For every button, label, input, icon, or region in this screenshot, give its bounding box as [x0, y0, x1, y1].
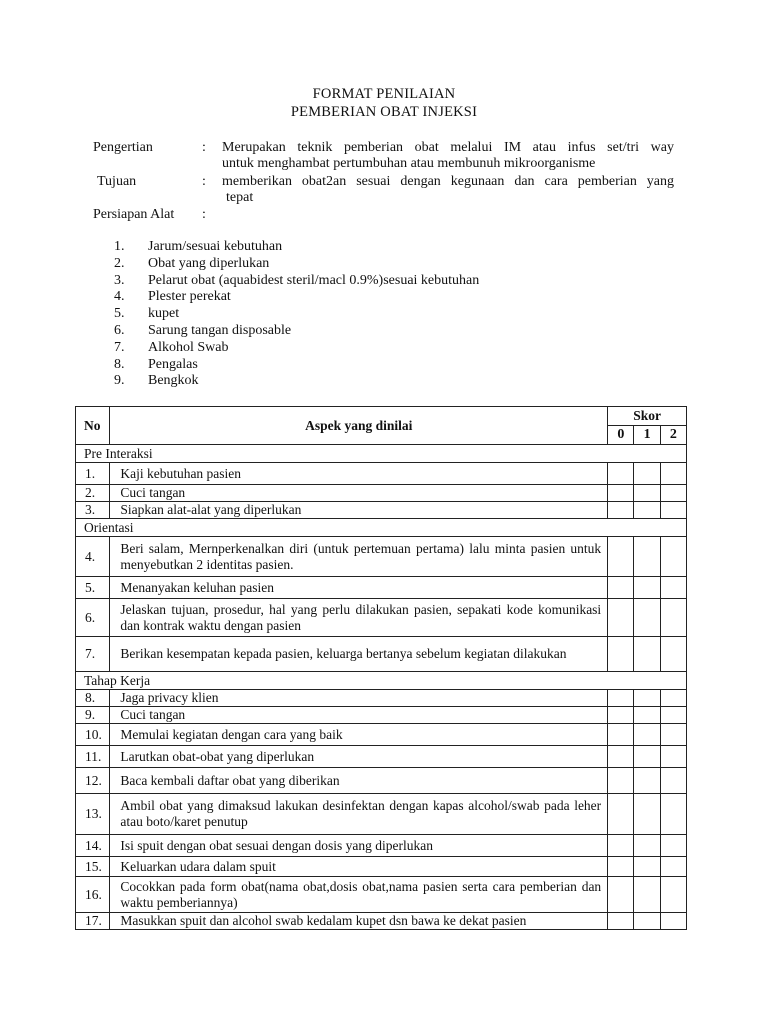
row-number: 17. [76, 913, 110, 930]
score-cell-0[interactable] [608, 637, 634, 672]
tools-item-text: Alkohol Swab [148, 339, 229, 355]
table-row [76, 857, 687, 877]
row-aspect: Menanyakan keluhan pasien [110, 577, 608, 599]
score-cell-0[interactable] [608, 707, 634, 724]
section-orientasi: Orientasi [76, 519, 687, 537]
row-aspect: Cuci tangan [110, 707, 608, 724]
score-cell-0[interactable] [608, 913, 634, 930]
pengertian-colon: : [202, 140, 206, 155]
score-cell-0[interactable] [608, 537, 634, 577]
table-row [76, 768, 687, 794]
score-cell-2[interactable] [660, 463, 686, 485]
row-aspect: Siapkan alat-alat yang diperlukan [110, 502, 608, 519]
table-row [76, 485, 687, 502]
header-no: No [76, 407, 110, 445]
row-aspect: Memulai kegiatan dengan cara yang baik [110, 724, 608, 746]
tools-item-text: Jarum/sesuai kebutuhan [148, 239, 283, 254]
score-cell-2[interactable] [660, 768, 686, 794]
tools-list-item [114, 289, 479, 306]
score-cell-2[interactable] [660, 835, 686, 857]
score-cell-0[interactable] [608, 599, 634, 637]
tools-list-item [114, 357, 479, 374]
tools-list-item [114, 373, 479, 390]
section-tahap-kerja: Tahap Kerja [76, 672, 687, 690]
section-pre-interaksi: Pre Interaksi [76, 445, 687, 463]
document-title-line2: PEMBERIAN OBAT INJEKSI [290, 104, 478, 120]
row-aspect: Ambil obat yang dimaksud lakukan desinfektan dengan kapas alcohol/swab pada leher atau boto/karet penutup [110, 794, 608, 835]
row-aspect: Keluarkan udara dalam spuit [110, 857, 608, 877]
tools-item-number: 6. [114, 322, 125, 338]
score-cell-0[interactable] [608, 768, 634, 794]
tools-item-text: Pengalas [148, 356, 198, 372]
row-number: 10. [76, 724, 110, 746]
tools-item-number: 3. [114, 272, 125, 288]
score-cell-2[interactable] [660, 724, 686, 746]
row-number: 15. [76, 857, 110, 877]
row-number: 11. [76, 746, 110, 768]
score-cell-2[interactable] [660, 877, 686, 913]
table-row [76, 599, 687, 637]
score-cell-1[interactable] [634, 724, 660, 746]
pengertian-text-line2: untuk menghambat pertumbuhan atau membunuh mikroorganisme [222, 156, 596, 171]
row-aspect: Larutkan obat-obat yang diperlukan [110, 746, 608, 768]
score-cell-0[interactable] [608, 746, 634, 768]
row-aspect: Masukkan spuit dan alcohol swab kedalam kupet dsn bawa ke dekat pasien [110, 913, 608, 930]
row-number: 5. [76, 577, 110, 599]
score-cell-2[interactable] [660, 857, 686, 877]
header-score-1: 1 [634, 426, 660, 445]
table-row [76, 877, 687, 913]
tujuan-text-line2: tepat [226, 190, 254, 205]
score-cell-0[interactable] [608, 835, 634, 857]
pengertian-text-line1: Merupakan teknik pemberian obat melalui IM atau infus set/tri way [222, 140, 674, 155]
tools-list-item [114, 273, 479, 290]
table-row [76, 707, 687, 724]
row-aspect: Jaga privacy klien [110, 690, 608, 707]
score-cell-1[interactable] [634, 690, 660, 707]
table-row [76, 537, 687, 577]
row-aspect: Isi spuit dengan obat sesuai dengan dosis yang diperlukan [110, 835, 608, 857]
score-cell-1[interactable] [634, 857, 660, 877]
score-cell-1[interactable] [634, 577, 660, 599]
tujuan-text-line1: memberikan obat2an sesuai dengan kegunaan dan cara pemberian yang [222, 174, 674, 189]
row-aspect: Beri salam, Mernperkenalkan diri (untuk pertemuan pertama) lalu minta pasien untuk menyebutkan 2 identitas pasien. [110, 537, 608, 577]
score-cell-2[interactable] [660, 599, 686, 637]
header-score-2: 2 [660, 426, 686, 445]
score-cell-0[interactable] [608, 463, 634, 485]
row-number: 13. [76, 794, 110, 835]
tools-list-item [114, 306, 479, 323]
persiapan-alat-label: Persiapan Alat [93, 207, 175, 222]
tools-item-text: Plester perekat [148, 289, 231, 305]
score-cell-2[interactable] [660, 502, 686, 519]
header-skor: Skor [608, 407, 687, 426]
tujuan-colon: : [202, 174, 206, 189]
tools-item-text: Pelarut obat (aquabidest steril/macl 0.9%)sesuai kebutuhan [148, 272, 480, 288]
tools-item-text: Bengkok [148, 373, 199, 389]
row-number: 3. [76, 502, 110, 519]
tools-list-item [114, 323, 479, 340]
row-aspect: Cuci tangan [110, 485, 608, 502]
score-cell-1[interactable] [634, 877, 660, 913]
row-number: 16. [76, 877, 110, 913]
row-number: 7. [76, 637, 110, 672]
header-score-0: 0 [608, 426, 634, 445]
document-title-line1: FORMAT PENILAIAN [312, 86, 456, 102]
table-row [76, 502, 687, 519]
score-cell-0[interactable] [608, 502, 634, 519]
tools-item-number: 2. [114, 255, 125, 271]
score-cell-2[interactable] [660, 637, 686, 672]
score-cell-2[interactable] [660, 485, 686, 502]
tujuan-label: Tujuan [97, 174, 137, 189]
table-row [76, 913, 687, 930]
score-cell-0[interactable] [608, 877, 634, 913]
score-cell-2[interactable] [660, 690, 686, 707]
score-cell-1[interactable] [634, 599, 660, 637]
score-cell-0[interactable] [608, 794, 634, 835]
table-row [76, 835, 687, 857]
tools-list-item [114, 239, 479, 256]
table-row [76, 724, 687, 746]
tools-list [114, 239, 479, 390]
score-cell-1[interactable] [634, 835, 660, 857]
score-cell-2[interactable] [660, 577, 686, 599]
score-cell-0[interactable] [608, 724, 634, 746]
row-number: 6. [76, 599, 110, 637]
assessment-table [75, 406, 687, 930]
score-cell-0[interactable] [608, 690, 634, 707]
score-cell-1[interactable] [634, 794, 660, 835]
tools-list-item [114, 340, 479, 357]
row-number: 4. [76, 537, 110, 577]
pengertian-label: Pengertian [93, 140, 153, 155]
score-cell-1[interactable] [634, 502, 660, 519]
table-row [76, 690, 687, 707]
row-aspect: Jelaskan tujuan, prosedur, hal yang perlu dilakukan pasien, sepakati kode komunikasi dan kontrak waktu dengan pasien [110, 599, 608, 637]
score-cell-1[interactable] [634, 707, 660, 724]
row-aspect: Kaji kebutuhan pasien [110, 463, 608, 485]
score-cell-2[interactable] [660, 537, 686, 577]
score-cell-0[interactable] [608, 857, 634, 877]
tools-item-text: Sarung tangan disposable [148, 322, 292, 338]
score-cell-0[interactable] [608, 485, 634, 502]
tools-item-text: kupet [148, 306, 180, 322]
tools-item-text: Obat yang diperlukan [148, 255, 270, 271]
score-cell-1[interactable] [634, 637, 660, 672]
tools-item-number: 4. [114, 289, 125, 305]
score-cell-1[interactable] [634, 485, 660, 502]
table-row [76, 746, 687, 768]
row-aspect: Baca kembali daftar obat yang diberikan [110, 768, 608, 794]
row-number: 8. [76, 690, 110, 707]
score-cell-1[interactable] [634, 463, 660, 485]
header-aspek: Aspek yang dinilai [110, 407, 608, 445]
tools-item-number: 5. [114, 306, 125, 322]
definition-persiapan-alat [0, 206, 768, 226]
row-number: 2. [76, 485, 110, 502]
score-cell-2[interactable] [660, 913, 686, 930]
table-row [76, 794, 687, 835]
score-cell-1[interactable] [634, 746, 660, 768]
score-cell-1[interactable] [634, 537, 660, 577]
row-aspect: Berikan kesempatan kepada pasien, keluarga bertanya sebelum kegiatan dilakukan [110, 637, 608, 672]
tools-item-number: 7. [114, 339, 125, 355]
row-number: 1. [76, 463, 110, 485]
score-cell-1[interactable] [634, 768, 660, 794]
row-aspect: Cocokkan pada form obat(nama obat,dosis obat,nama pasien serta cara pemberian dan waktu pemberiannya) [110, 877, 608, 913]
row-number: 14. [76, 835, 110, 857]
score-cell-1[interactable] [634, 913, 660, 930]
table-row [76, 577, 687, 599]
tools-item-number: 1. [114, 239, 125, 254]
tools-item-number: 9. [114, 373, 125, 389]
table-row [76, 463, 687, 485]
score-cell-0[interactable] [608, 577, 634, 599]
score-cell-2[interactable] [660, 707, 686, 724]
tools-list-item [114, 256, 479, 273]
table-row [76, 637, 687, 672]
tools-item-number: 8. [114, 356, 125, 372]
row-number: 9. [76, 707, 110, 724]
persiapan-alat-colon: : [202, 207, 206, 222]
score-cell-2[interactable] [660, 794, 686, 835]
score-cell-2[interactable] [660, 746, 686, 768]
row-number: 12. [76, 768, 110, 794]
